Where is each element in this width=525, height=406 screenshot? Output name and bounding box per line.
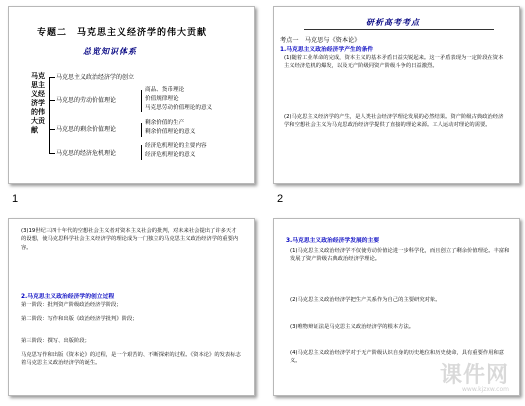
item-1: (1)马克思主义政治经济学不仅使劳动价值论进一步科学化，而且创立了剩余价值理论。丰富和发展了资产阶级古典政治经济学理论。 [290, 248, 510, 263]
tree-connector [49, 129, 55, 130]
tree-connector [49, 153, 55, 154]
item-2: (2)马克思主义政治经济学把生产关系作为自己的主要研究对象。 [290, 297, 441, 303]
slide-2[interactable] [273, 6, 520, 184]
paragraph-3: (3)19世纪三四十年代的空想社会主义者对资本主义社会的批判，对未来社会提出了许多天才的设想，使马克思科学社会主义经济学的理论成为一门独立的马克思主义政治经济学的重要内容。 [21, 228, 239, 251]
point-heading: 考点一 马克思与《资本论》 [280, 37, 361, 44]
stage-3: 第三阶段：撰写、出版阶段； [21, 338, 90, 344]
leaf: 经济危机理论的意义 [145, 152, 196, 158]
leaf: 剩余价值的生产 [145, 120, 185, 126]
slide-1[interactable] [8, 6, 255, 184]
branch-labor-value: 马克思的劳动价值理论 [56, 97, 117, 104]
branch-creation: 马克思主义政治经济学的创立 [56, 74, 135, 81]
tree-connector [141, 90, 142, 112]
branch-crisis: 马克思的经济危机理论 [56, 150, 117, 157]
section-heading: 1.马克思主义政治经济学产生的条件 [280, 47, 374, 53]
tree-connector [49, 77, 55, 78]
section-heading: 3.马克思主义政治经济学发展的主要 [286, 238, 380, 244]
item-3: (3)唯物辩证法是马克思主义政治经济学的根本方法。 [290, 324, 415, 330]
branch-surplus-value: 马克思的剩余价值理论 [56, 126, 117, 133]
item-4: (4)马克思主义政治经济学对于无产阶级认识自身的历史地位和历史使命，具有重要作用和意义。 [290, 350, 505, 365]
leaf: 马克思劳动价值理论的意义 [145, 105, 213, 111]
slide-4[interactable] [273, 218, 520, 396]
leaf: 商品、货币理论 [145, 87, 185, 93]
stage-2: 第二阶段：写作和出版《政治经济学批判》阶段； [21, 316, 138, 322]
tree-connector [141, 123, 142, 137]
summary-text: 马克思写作和出版《资本论》的过程，是一个艰苦的、不断探索的过程。《资本论》的发表标志着马克思主义政治经济学的诞生。 [21, 352, 241, 367]
page-number: 1 [12, 193, 19, 205]
watermark-logo: 课件网 [439, 362, 509, 388]
leaf: 剩余价值理论的意义 [145, 129, 196, 135]
tree-connector [49, 77, 50, 153]
leaf: 经济危机理论的主要内容 [145, 143, 207, 149]
page-number: 2 [277, 193, 284, 205]
section-heading: 2.马克思主义政治经济学的创立过程 [21, 294, 115, 300]
slide-subtitle: 总览知识体系 [83, 47, 137, 56]
tree-connector [141, 145, 142, 160]
watermark-url: www.kjzxw.com [462, 386, 509, 393]
paragraph-1: (1)随着工业革命的完成，资本主义的基本矛盾日益尖锐起来。这一矛盾表现为一定阶段在资本主义经济危机的爆发，以及无产阶级同资产阶级斗争的日益激烈。 [284, 55, 504, 70]
stage-1: 第一阶段：批判资产阶级政治经济学阶段； [21, 302, 122, 308]
title-divider [304, 29, 494, 30]
slide-3[interactable] [8, 218, 255, 396]
slide-title: 专题二 马克思主义经济学的伟大贡献 [37, 28, 208, 38]
tree-connector [49, 100, 55, 101]
mindmap-root: 马克思主义经济学的伟大贡献 [31, 72, 45, 134]
slide-title: 研析高考考点 [366, 18, 420, 27]
leaf: 价值规律理论 [145, 96, 179, 102]
paragraph-2: (2)马克思主义经济学的产生，是人类社会经济学理论发展的必然结果。资产阶级古典政治经济学和空想社会主义为马克思政治经济学提供了直接的理论来源。工人运动对理论的需要。 [284, 114, 504, 129]
